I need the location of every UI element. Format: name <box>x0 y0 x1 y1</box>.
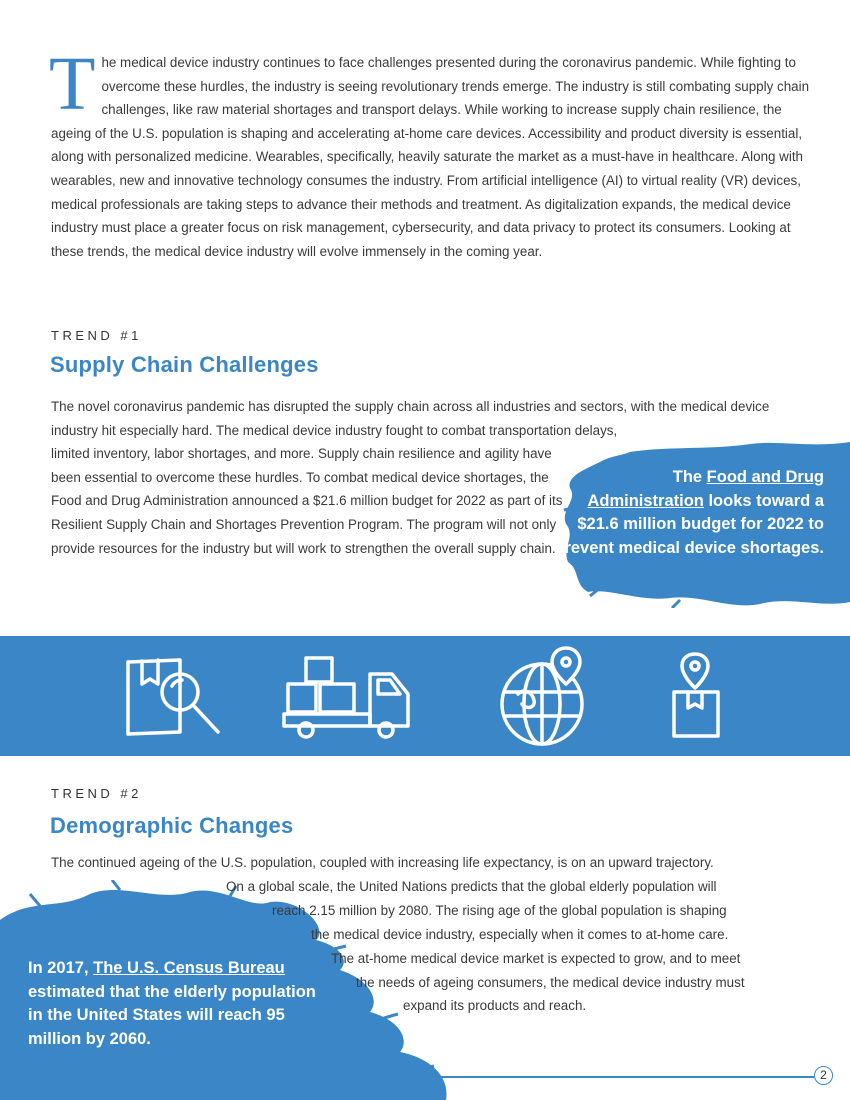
trend-2-label: TREND #2 <box>51 786 142 801</box>
trend-2-line-7: expand its products and reach. <box>403 998 587 1013</box>
trend-2-title: Demographic Changes <box>50 813 294 838</box>
callout-1-suffix: looks toward a $21.6 million budget for 2022 to prevent medical device shortages. <box>554 491 824 557</box>
callout-2-prefix: In 2017, <box>28 959 94 977</box>
trend-1-paragraph-top: The novel coronavirus pandemic has disrupted the supply chain across all industries and sectors, with the medical device industry hit especially hard. The medical device industry fought to combat transportation delays, <box>51 399 770 438</box>
delivery-truck-icon <box>280 650 415 744</box>
box-search-icon <box>120 652 226 744</box>
trend-1-callout <box>554 466 824 560</box>
icon-band <box>0 636 850 756</box>
intro-text: he medical device industry continues to face challenges presented during the coronavirus pandemic. While fighting to overcome these hurdles, the industry is seeing revolutionary trends emerge. The industry is still combating supply chain challenges, like raw material shortages and transport delays. While working to increase supply chain resilience, the ageing of the U.S. population is shaping and accelerating at-home care devices. Accessibility and product diversity is essential, along with personalized medicine. Wearables, specifically, heavily saturate the market as a must-have in healthcare. Along with wearables, new and innovative technology consumes the industry. From artificial intelligence (AI) to virtual reality (VR) devices, medical professionals are taking steps to advance their methods and treatment. As digitalization expands, the medical device industry must place a greater focus on risk management, cybersecurity, and data privacy to protect its consumers. Looking at these trends, the medical device industry will evolve immensely in the coming year. <box>51 55 810 259</box>
trend-2-callout <box>28 957 328 1051</box>
census-bureau-link[interactable]: The U.S. Census Bureau <box>93 959 285 977</box>
drop-cap: T <box>49 42 96 126</box>
box-pin-icon <box>662 650 728 744</box>
callout-1-prefix: The <box>672 468 707 486</box>
trend-2-line-1: The continued ageing of the U.S. population, coupled with increasing life expectancy, is on an upward trajectory. <box>51 855 714 870</box>
trend-2-line-3: reach 2.15 million by 2080. The rising age of the global population is shaping <box>272 903 727 918</box>
globe-pin-icon <box>496 644 596 754</box>
trend-2-line-4: the medical device industry, especially when it comes to at-home care. <box>311 927 729 942</box>
fda-link[interactable]: Food and Drug Administration <box>587 468 824 510</box>
footer-rule <box>430 1076 814 1078</box>
callout-2-suffix: estimated that the elderly population in the United States will reach 95 million by 2060. <box>28 982 316 1048</box>
trend-2-line-5: The at-home medical device market is expected to grow, and to meet <box>331 951 741 966</box>
trend-1-title: Supply Chain Challenges <box>50 352 319 377</box>
trend-2-line-6: the needs of ageing consumers, the medical device industry must <box>356 975 745 990</box>
page-number: 2 <box>814 1066 833 1085</box>
intro-paragraph <box>49 42 811 263</box>
trend-1-paragraph-wrap: limited inventory, labor shortages, and more. Supply chain resilience and agility have been essential to overcome these hurdles. To combat medical device shortages, the Food and Drug Administration announced a $21.6 million budget for 2022 as part of its Resilient Supply Chain and Shortages Prevention Program. The program will not only provide resources for the industry but will work to strengthen the overall supply chain. <box>51 446 563 556</box>
trend-2-line-2: On a global scale, the United Nations predicts that the global elderly population will <box>226 879 717 894</box>
trend-1-label: TREND #1 <box>51 328 142 343</box>
